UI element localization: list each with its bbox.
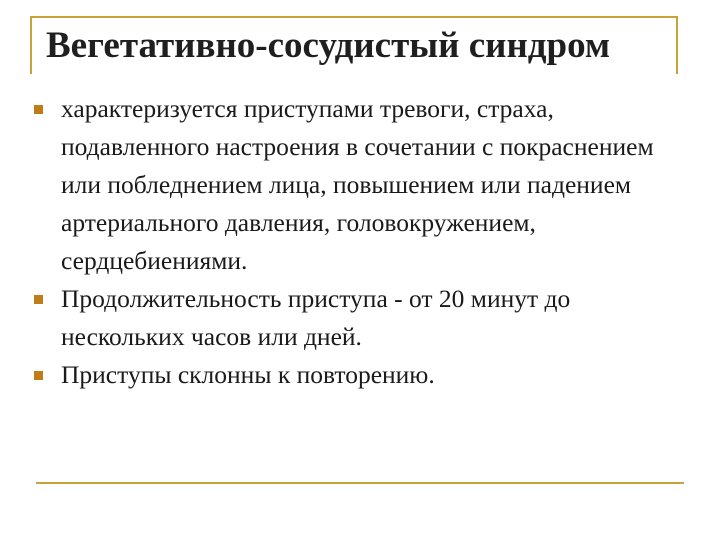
bullet-item-1: [34, 90, 684, 280]
title-frame-left-rule: [30, 16, 32, 74]
bullet-text-1: характеризуется приступами тревоги, страха, подавленного настроения в сочетании с покраснением или побледнением лица, повышением или падением артериального давления, головокружением, сердцебиениями.: [61, 94, 654, 275]
square-bullet-icon: [34, 105, 43, 114]
bullet-item-3: [34, 356, 684, 394]
square-bullet-icon: [34, 371, 43, 380]
bullet-item-2: [34, 280, 684, 356]
slide-title: Вегетативно-сосудистый синдром: [46, 25, 611, 66]
square-bullet-icon: [34, 295, 43, 304]
bullet-text-2: Продолжительность приступа - от 20 минут до нескольких часов или дней.: [61, 284, 571, 351]
bullet-text-3: Приступы склонны к повторению.: [61, 360, 435, 389]
bullet-list: [34, 90, 684, 394]
footer-divider: [36, 482, 684, 484]
